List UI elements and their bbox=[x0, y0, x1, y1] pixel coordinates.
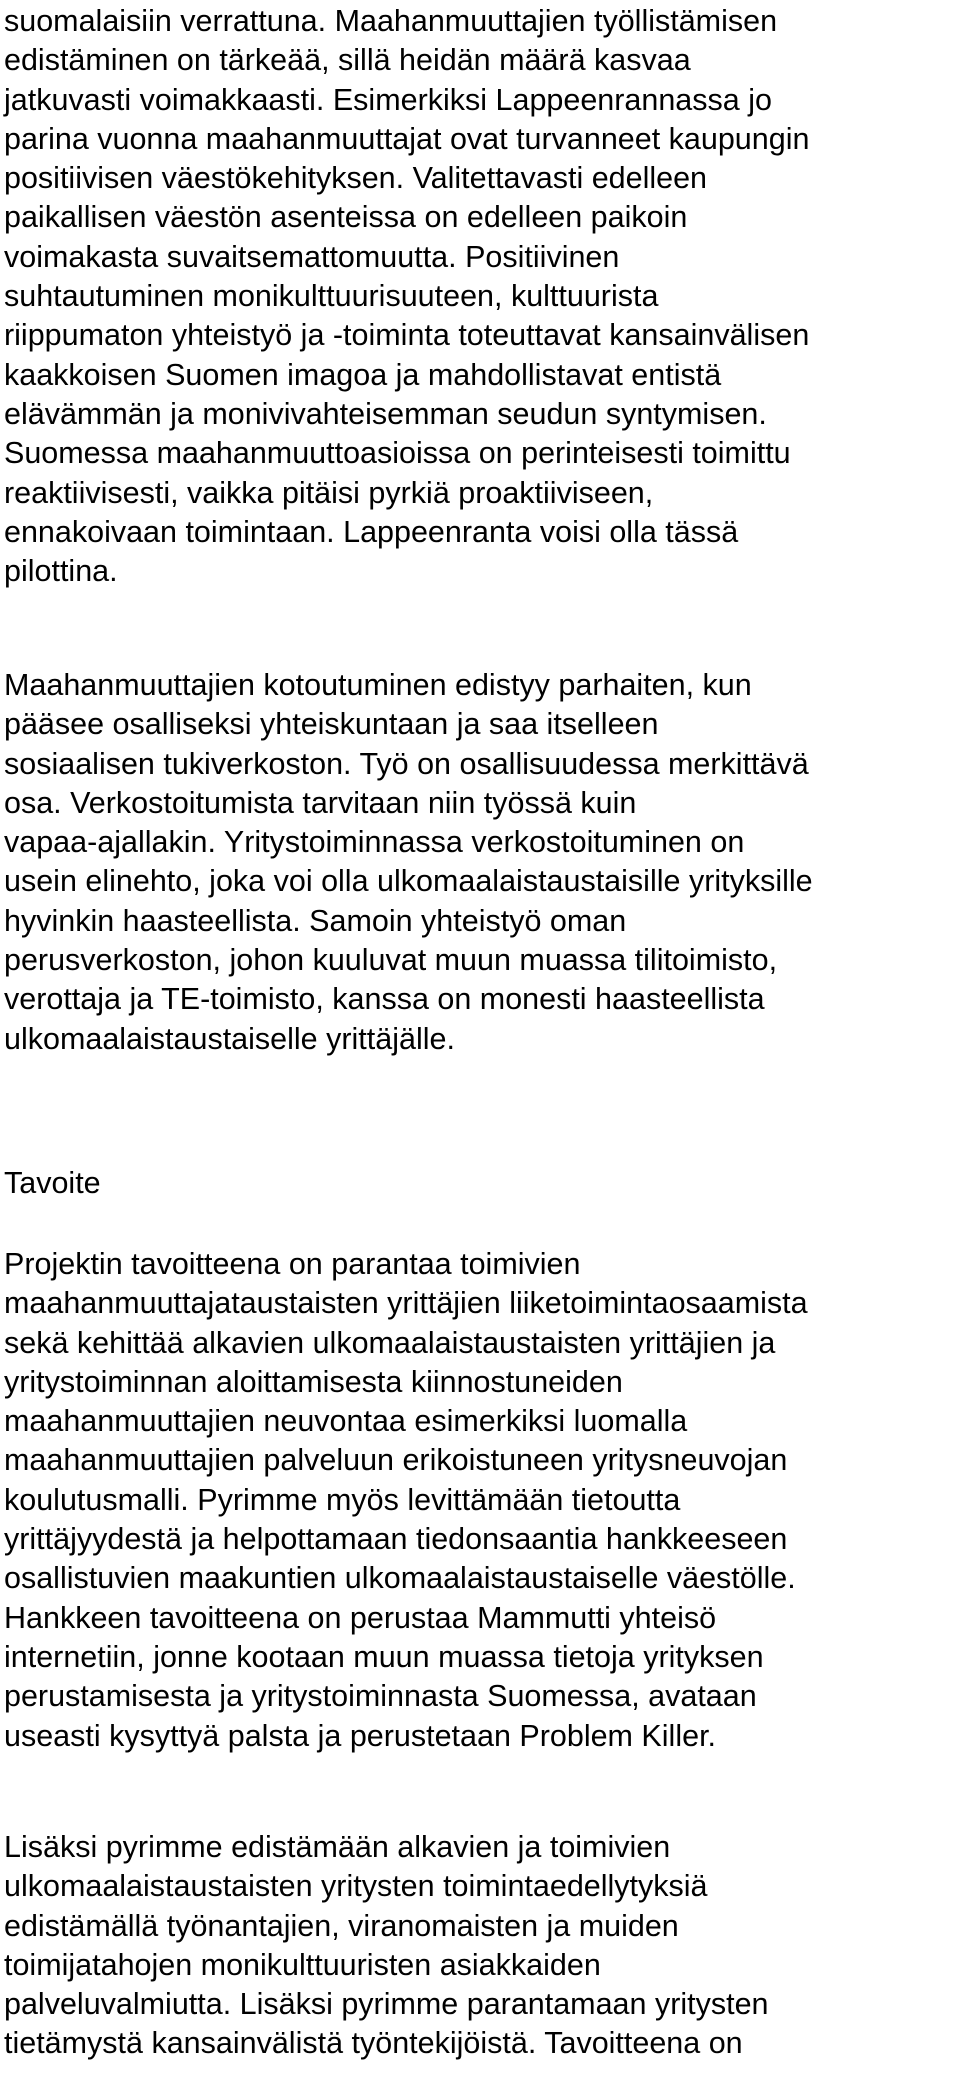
text-line: verottaja ja TE-toimisto, kanssa on monesti haasteellista bbox=[4, 982, 765, 1017]
paragraph-2 bbox=[4, 666, 960, 1059]
text-line: Lisäksi pyrimme edistämään alkavien ja toimivien bbox=[4, 1830, 671, 1864]
text-line: toimijatahojen monikulttuuristen asiakkaiden bbox=[4, 1947, 601, 1982]
text-line: ulkomaalaistaustaiselle yrittäjälle. bbox=[4, 1021, 455, 1056]
text-line: pääsee osalliseksi yhteiskuntaan ja saa itselleen bbox=[4, 707, 659, 742]
text-line: yrittäjyydestä ja helpottamaan tiedonsaantia hankkeeseen bbox=[4, 1522, 788, 1557]
text-line: positiivisen väestökehityksen. Valitettavasti edelleen bbox=[4, 161, 708, 196]
text-line: paikallisen väestön asenteissa on edelleen paikoin bbox=[4, 200, 688, 235]
text-line: reaktiivisesti, vaikka pitäisi pyrkiä proaktiiviseen, bbox=[4, 475, 654, 510]
text-line: perustamisesta ja yritystoiminnasta Suomessa, avataan bbox=[4, 1679, 757, 1714]
text-line: suhtautuminen monikulttuurisuuteen, kulttuurista bbox=[4, 279, 659, 314]
text-line: hyvinkin haasteellista. Samoin yhteistyö oman bbox=[4, 903, 627, 938]
text-line: edistämällä työnantajien, viranomaisten ja muiden bbox=[4, 1908, 679, 1943]
paragraph-4 bbox=[4, 1828, 960, 2064]
text-line: Suomessa maahanmuuttoasioissa on perinteisesti toimittu bbox=[4, 436, 791, 471]
text-line: usein elinehto, joka voi olla ulkomaalaistaustaisille yrityksille bbox=[4, 864, 813, 899]
text-line: maahanmuuttajataustaisten yrittäjien liiketoimintaosaamista bbox=[4, 1286, 808, 1321]
section-heading: Tavoite bbox=[4, 1166, 101, 1200]
text-line: edistäminen on tärkeää, sillä heidän määrä kasvaa bbox=[4, 43, 691, 78]
text-line: Projektin tavoitteena on parantaa toimivien bbox=[4, 1247, 581, 1281]
text-line: sosiaalisen tukiverkoston. Työ on osallisuudessa merkittävä bbox=[4, 746, 809, 781]
section-heading-tavoite bbox=[4, 1164, 960, 1203]
text-line: pilottina. bbox=[4, 554, 118, 589]
text-line: voimakasta suvaitsemattomuutta. Positiivinen bbox=[4, 239, 620, 274]
text-line: ulkomaalaistaustaisten yritysten toimintaedellytyksiä bbox=[4, 1869, 708, 1904]
text-line: maahanmuuttajien palveluun erikoistuneen yritysneuvojan bbox=[4, 1443, 788, 1478]
text-line: maahanmuuttajien neuvontaa esimerkiksi luomalla bbox=[4, 1404, 688, 1439]
text-line: yritystoiminnan aloittamisesta kiinnostuneiden bbox=[4, 1364, 623, 1399]
paragraph-1 bbox=[4, 2, 960, 591]
text-line: ennakoivaan toimintaan. Lappeenranta voisi olla tässä bbox=[4, 514, 739, 549]
text-line: osallistuvien maakuntien ulkomaalaistaustaiselle väestölle. bbox=[4, 1561, 796, 1596]
text-line: Hankkeen tavoitteena on perustaa Mammutti yhteisö bbox=[4, 1600, 717, 1635]
text-line: palveluvalmiutta. Lisäksi pyrimme parantamaan yritysten bbox=[4, 1987, 769, 2022]
text-line: sekä kehittää alkavien ulkomaalaistaustaisten yrittäjien ja bbox=[4, 1325, 776, 1360]
text-line: osa. Verkostoitumista tarvitaan niin työssä kuin bbox=[4, 785, 637, 820]
text-line: riippumaton yhteistyö ja -toiminta toteuttavat kansainvälisen bbox=[4, 318, 810, 353]
text-line: kaakkoisen Suomen imagoa ja mahdollistavat entistä bbox=[4, 357, 722, 392]
text-line: koulutusmalli. Pyrimme myös levittämään tietoutta bbox=[4, 1482, 681, 1517]
text-line: vapaa-ajallakin. Yritystoiminnassa verkostoituminen on bbox=[4, 825, 745, 860]
text-line: jatkuvasti voimakkaasti. Esimerkiksi Lappeenrannassa jo bbox=[4, 82, 772, 117]
text-line: internetiin, jonne kootaan muun muassa tietoja yrityksen bbox=[4, 1639, 764, 1674]
text-line: useasti kysyttyä palsta ja perustetaan Problem Killer. bbox=[4, 1718, 717, 1753]
text-line: tietämystä kansainvälistä työntekijöistä. Tavoitteena on bbox=[4, 2026, 743, 2061]
text-line: suomalaisiin verrattuna. Maahanmuuttajien työllistämisen bbox=[4, 4, 778, 38]
text-line: elävämmän ja monivivahteisemman seudun syntymisen. bbox=[4, 396, 767, 431]
paragraph-3 bbox=[4, 1245, 960, 1756]
text-line: Maahanmuuttajien kotoutuminen edistyy parhaiten, kun bbox=[4, 668, 752, 702]
text-line: parina vuonna maahanmuuttajat ovat turvanneet kaupungin bbox=[4, 121, 810, 156]
text-line: perusverkoston, johon kuuluvat muun muassa tilitoimisto, bbox=[4, 943, 778, 978]
